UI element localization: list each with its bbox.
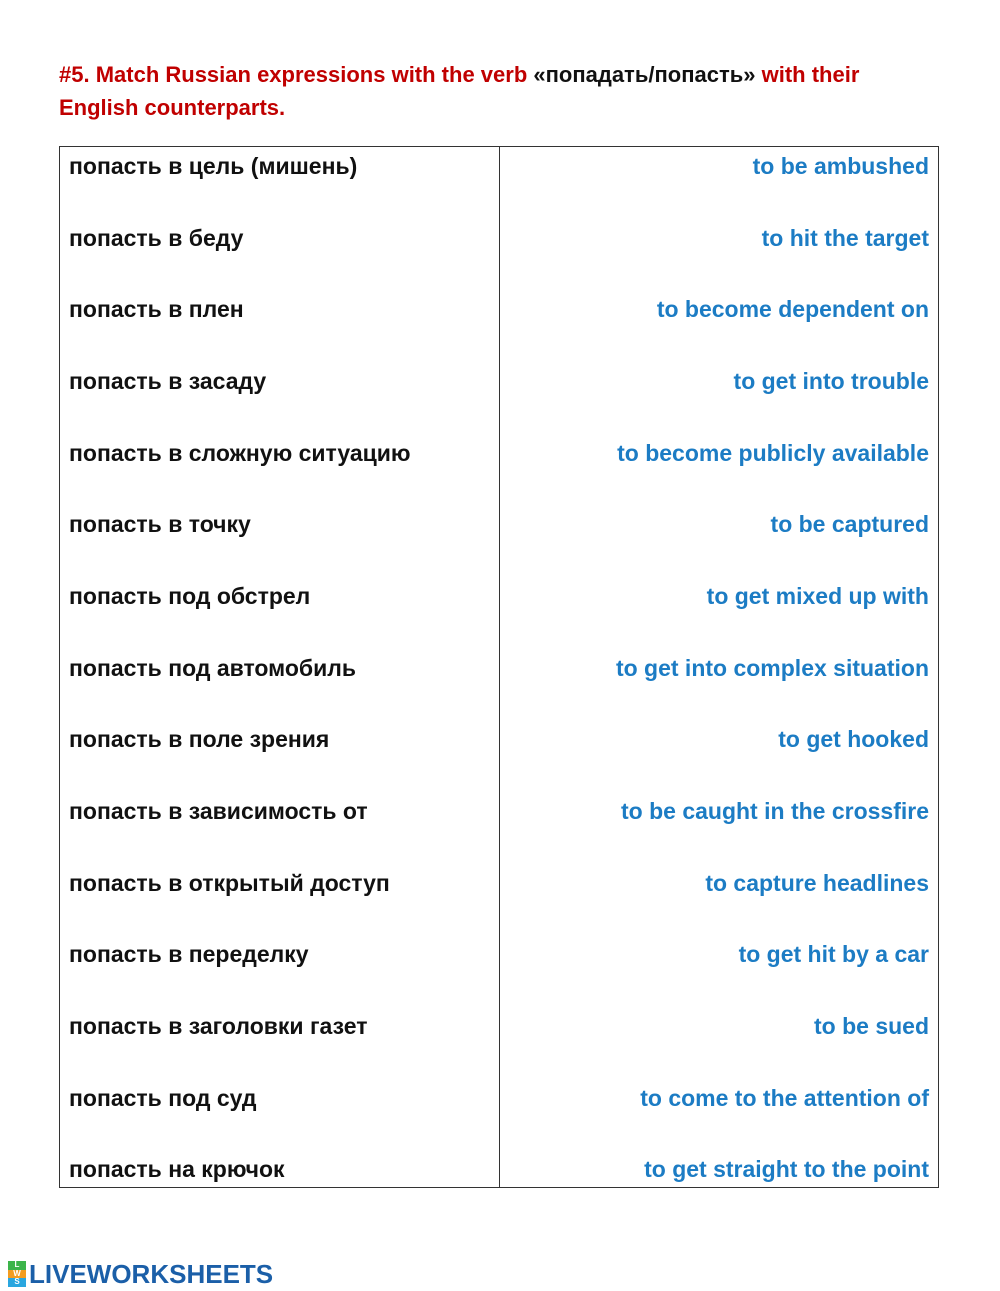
logo-icon-letter-s: S	[8, 1278, 26, 1287]
instructions-verb: «попадать/попасть»	[533, 62, 756, 87]
english-counterpart[interactable]: to get into complex situation	[615, 655, 929, 681]
russian-expression: попасть под автомобиль	[69, 655, 357, 681]
english-counterparts-column	[500, 147, 938, 1187]
russian-expression: попасть в переделку	[69, 941, 309, 967]
russian-expression: попасть в зависимость от	[69, 798, 368, 824]
english-counterpart[interactable]: to get mixed up with	[706, 583, 929, 609]
russian-expressions-column	[60, 147, 500, 1187]
exercise-instructions	[59, 58, 939, 124]
russian-expression: попасть в плен	[69, 296, 244, 322]
liveworksheets-logo-text: LIVEWORKSHEETS	[29, 1258, 274, 1289]
matching-table	[59, 146, 939, 1188]
instructions-part-1: #5. Match Russian expressions with the verb	[59, 62, 534, 87]
english-counterpart[interactable]: to come to the attention of	[640, 1085, 929, 1111]
english-counterpart[interactable]: to get hit by a car	[738, 941, 929, 967]
russian-expression: попасть на крючок	[69, 1156, 285, 1182]
english-counterpart[interactable]: to be captured	[770, 511, 929, 537]
english-counterpart[interactable]: to be ambushed	[752, 153, 929, 179]
russian-expression: попасть в сложную ситуацию	[69, 440, 411, 466]
english-counterpart[interactable]: to be sued	[813, 1013, 929, 1039]
russian-expression: попасть в заголовки газет	[69, 1013, 368, 1039]
russian-expression: попасть в цель (мишень)	[69, 153, 358, 179]
liveworksheets-logo-icon	[8, 1261, 26, 1287]
russian-expression: попасть под суд	[69, 1085, 257, 1111]
russian-expression: попасть в точку	[69, 511, 251, 537]
english-counterpart[interactable]: to become publicly available	[617, 440, 929, 466]
logo-icon-letter-l: L	[8, 1261, 26, 1270]
english-counterpart[interactable]: to get hooked	[778, 726, 929, 752]
russian-expression: попасть в засаду	[69, 368, 267, 394]
instructions-part-2: with their English counterparts.	[59, 62, 860, 120]
english-counterpart[interactable]: to be caught in the crossfire	[621, 798, 929, 824]
russian-expression: попасть в поле зрения	[69, 726, 330, 752]
russian-expression: попасть под обстрел	[69, 583, 311, 609]
english-counterpart[interactable]: to get into trouble	[733, 368, 929, 394]
russian-expression: попасть в открытый доступ	[69, 870, 390, 896]
logo-icon-letter-w: W	[8, 1270, 26, 1279]
english-counterpart[interactable]: to get straight to the point	[644, 1156, 929, 1182]
russian-expression: попасть в беду	[69, 225, 244, 251]
english-counterpart[interactable]: to hit the target	[761, 225, 929, 251]
english-counterpart[interactable]: to capture headlines	[705, 870, 929, 896]
liveworksheets-logo	[8, 1257, 273, 1291]
english-counterpart[interactable]: to become dependent on	[656, 296, 929, 322]
